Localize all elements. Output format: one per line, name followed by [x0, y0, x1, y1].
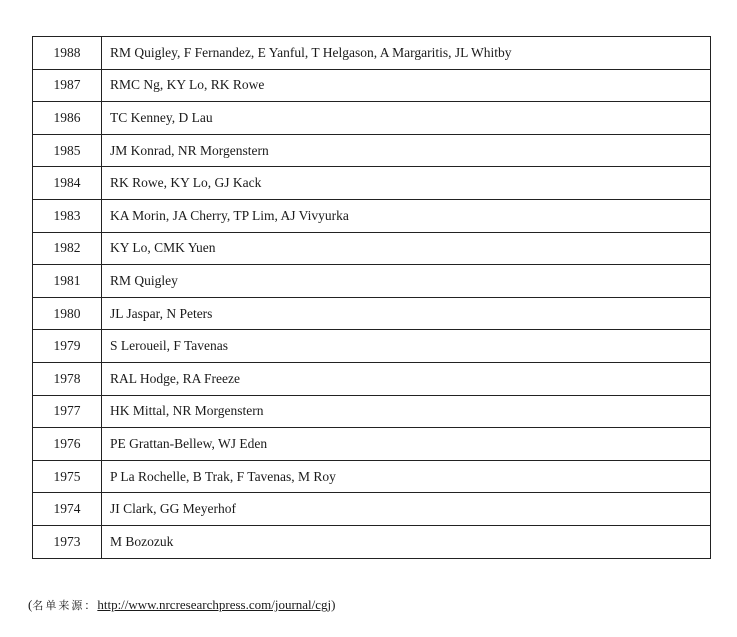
recipients-cell: RM Quigley, F Fernandez, E Yanful, T Helgason, A Margaritis, JL Whitby: [102, 37, 711, 70]
recipients-cell: RM Quigley: [102, 265, 711, 298]
source-open-paren: (: [28, 597, 33, 612]
source-close-paren: ): [331, 597, 336, 612]
year-cell: 1981: [33, 265, 102, 298]
table-row: [33, 232, 711, 265]
year-cell: 1982: [33, 232, 102, 265]
table-row: [33, 330, 711, 363]
recipients-cell: RAL Hodge, RA Freeze: [102, 362, 711, 395]
table-row: [33, 362, 711, 395]
recipients-cell: PE Grattan-Bellew, WJ Eden: [102, 428, 711, 461]
year-cell: 1980: [33, 297, 102, 330]
recipients-cell: P La Rochelle, B Trak, F Tavenas, M Roy: [102, 460, 711, 493]
table-row: [33, 428, 711, 461]
year-cell: 1986: [33, 102, 102, 135]
year-cell: 1978: [33, 362, 102, 395]
table-row: [33, 525, 711, 558]
recipients-cell: JM Konrad, NR Morgenstern: [102, 134, 711, 167]
awards-table: [32, 36, 711, 559]
recipients-cell: JI Clark, GG Meyerhof: [102, 493, 711, 526]
table-row: [33, 460, 711, 493]
recipients-cell: TC Kenney, D Lau: [102, 102, 711, 135]
recipients-cell: RMC Ng, KY Lo, RK Rowe: [102, 69, 711, 102]
table-row: [33, 37, 711, 70]
year-cell: 1977: [33, 395, 102, 428]
recipients-cell: KY Lo, CMK Yuen: [102, 232, 711, 265]
year-cell: 1984: [33, 167, 102, 200]
year-cell: 1979: [33, 330, 102, 363]
source-label: 名单来源：: [32, 599, 98, 612]
source-note: [28, 597, 336, 613]
table-row: [33, 102, 711, 135]
table-row: [33, 265, 711, 298]
table-row: [33, 134, 711, 167]
source-link[interactable]: http://www.nrcresearchpress.com/journal/cgj: [97, 597, 332, 612]
year-cell: 1973: [33, 525, 102, 558]
year-cell: 1983: [33, 199, 102, 232]
table-row: [33, 297, 711, 330]
recipients-cell: M Bozozuk: [102, 525, 711, 558]
awards-table-body: [33, 37, 711, 559]
table-row: [33, 199, 711, 232]
table-row: [33, 69, 711, 102]
year-cell: 1974: [33, 493, 102, 526]
recipients-cell: RK Rowe, KY Lo, GJ Kack: [102, 167, 711, 200]
recipients-cell: KA Morin, JA Cherry, TP Lim, AJ Vivyurka: [102, 199, 711, 232]
recipients-cell: HK Mittal, NR Morgenstern: [102, 395, 711, 428]
year-cell: 1985: [33, 134, 102, 167]
year-cell: 1975: [33, 460, 102, 493]
recipients-cell: JL Jaspar, N Peters: [102, 297, 711, 330]
year-cell: 1987: [33, 69, 102, 102]
year-cell: 1976: [33, 428, 102, 461]
table-row: [33, 395, 711, 428]
year-cell: 1988: [33, 37, 102, 70]
recipients-cell: S Leroueil, F Tavenas: [102, 330, 711, 363]
table-row: [33, 167, 711, 200]
table-row: [33, 493, 711, 526]
